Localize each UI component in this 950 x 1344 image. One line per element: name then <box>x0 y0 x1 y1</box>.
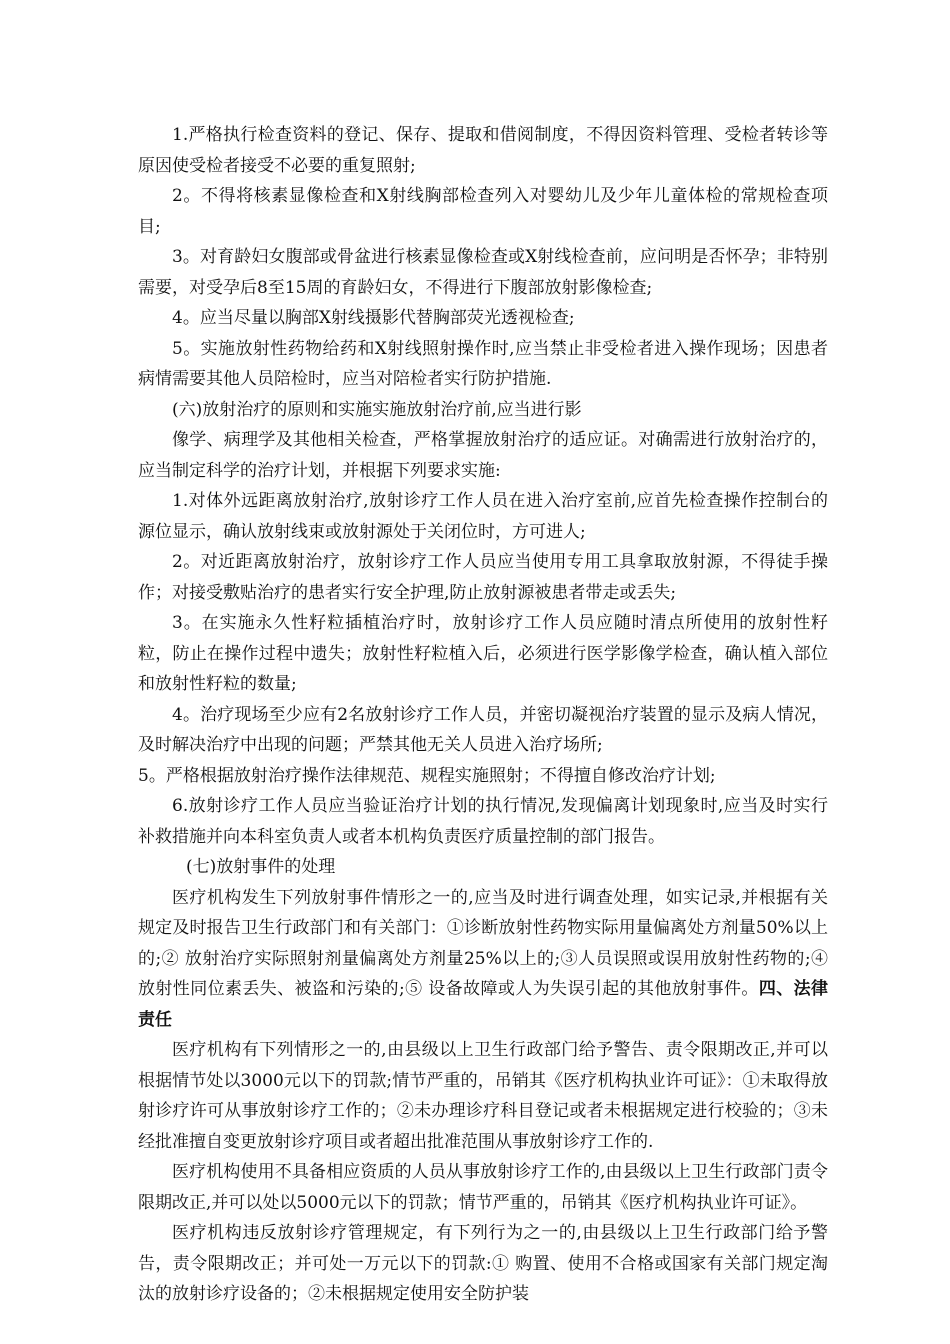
paragraph-6-body: 像学、病理学及其他相关检查，严格掌握放射治疗的适应证。对确需进行放射治疗的，应当制定科学的治疗计划，并根据下列要求实施: <box>138 430 828 481</box>
paragraph-12: 6.放射诊疗工作人员应当验证治疗计划的执行情况,发现偏离计划现象时,应当及时实行补救措施并向本科室负责人或者本机构负责医疗质量控制的部门报告。 <box>138 796 828 847</box>
paragraph-3: 3。对育龄妇女腹部或骨盆进行核素显像检查或X射线检查前，应问明是否怀孕；非特别需要，对受孕后8至15周的育龄妇女，不得进行下腹部放射影像检查; <box>138 247 828 298</box>
paragraph-15: 医疗机构使用不具备相应资质的人员从事放射诊疗工作的,由县级以上卫生行政部门责令限期改正,并可以处以5000元以下的罚款；情节严重的，吊销其《医疗机构执业许可证》。 <box>138 1162 828 1213</box>
paragraph-1: 1.严格执行检查资料的登记、保存、提取和借阅制度，不得因资料管理、受检者转诊等原因使受检者接受不必要的重复照射; <box>138 125 828 176</box>
paragraph-13 <box>138 883 828 1036</box>
paragraph-14: 医疗机构有下列情形之一的,由县级以上卫生行政部门给予警告、责令限期改正,并可以根据情节处以3000元以下的罚款;情节严重的，吊销其《医疗机构执业许可证》：①未取得放射诊疗许可从事放射诊疗工作的；②未办理诊疗科目登记或者未根据规定进行校验的；③未经批准擅自变更放射诊疗项目或者超出批准范围从事放射诊疗工作的. <box>138 1040 828 1152</box>
paragraph-11: 5。严格根据放射治疗操作法律规范、规程实施照射；不得擅自修改治疗计划; <box>138 765 716 786</box>
section-heading-4: 四、法律责任 <box>138 979 829 1030</box>
document-page <box>138 120 828 1310</box>
paragraph-13-text: 医疗机构发生下列放射事件情形之一的,应当及时进行调查处理，如实记录,并根据有关规定及时报告卫生行政部门和有关部门：①诊断放射性药物实际用量偏离处方剂量50%以上的;② 放射治疗实际照射剂量偏离处方剂量25%以上的;③人员误照或误用放射性药物的;④ 放射性同位素丢失、被盗和污染的;⑤ 设备故障或人为失误引起的其他放射事件。 <box>138 887 828 999</box>
paragraph-9: 3。在实施永久性籽粒插植治疗时，放射诊疗工作人员应随时清点所使用的放射性籽粒，防止在操作过程中遗失；放射性籽粒植入后，必须进行医学影像学检查，确认植入部位和放射性籽粒的数量; <box>138 613 828 694</box>
paragraph-10: 4。治疗现场至少应有2名放射诊疗工作人员，并密切凝视治疗装置的显示及病人情况，及时解决治疗中出现的问题；严禁其他无关人员进入治疗场所; <box>138 704 828 755</box>
section-heading-7: (七)放射事件的处理 <box>186 857 336 877</box>
paragraph-2: 2。不得将核素显像检查和X射线胸部检查列入对婴幼儿及少年儿童体检的常规检查项目; <box>138 186 828 237</box>
paragraph-8: 2。对近距离放射治疗，放射诊疗工作人员应当使用专用工具拿取放射源，不得徒手操作；对接受敷贴治疗的患者实行安全护理,防止放射源被患者带走或丢失; <box>138 552 828 603</box>
section-heading-6: (六)放射治疗的原则和实施实施放射治疗前,应当进行影 <box>172 399 582 420</box>
paragraph-4: 4。应当尽量以胸部X射线摄影代替胸部荧光透视检查; <box>172 308 575 328</box>
paragraph-7: 1.对体外远距离放射治疗,放射诊疗工作人员在进入治疗室前,应首先检查操作控制台的源位显示，确认放射线束或放射源处于关闭位时，方可进人; <box>138 491 828 542</box>
paragraph-5: 5。实施放射性药物给药和X射线照射操作时,应当禁止非受检者进入操作现场；因患者病情需要其他人员陪检时，应当对陪检者实行防护措施. <box>138 338 828 389</box>
paragraph-16: 医疗机构违反放射诊疗管理规定，有下列行为之一的,由县级以上卫生行政部门给予警告，责令限期改正；并可处一万元以下的罚款:① 购置、使用不合格或国家有关部门规定淘汰的放射诊疗设备的；②未根据规定使用安全防护装 <box>138 1223 828 1304</box>
